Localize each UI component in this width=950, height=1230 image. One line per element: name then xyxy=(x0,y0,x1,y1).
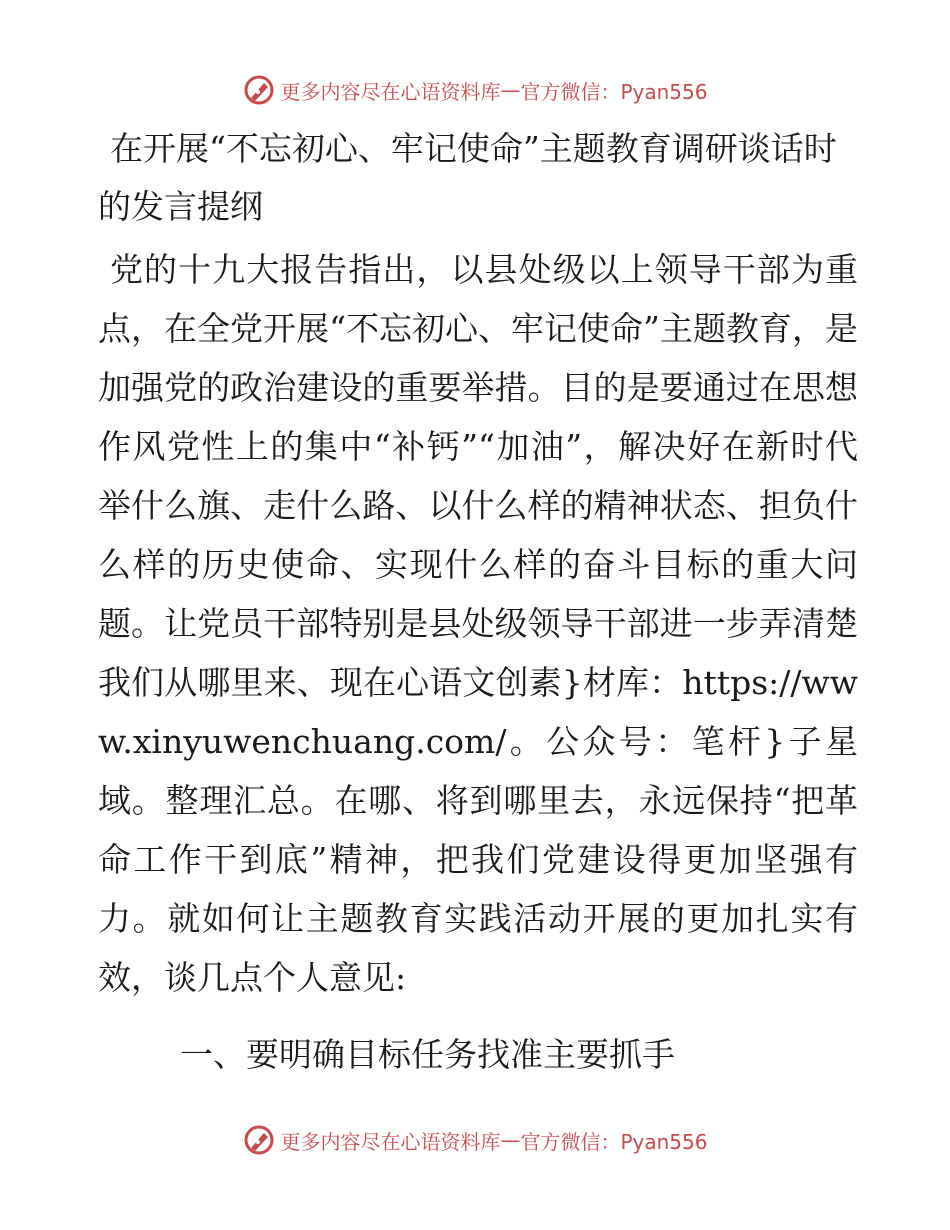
header-watermark-banner xyxy=(0,70,950,110)
footer-watermark-banner xyxy=(0,1120,950,1160)
document-body xyxy=(98,120,858,1084)
document-paragraph: 党的十九大报告指出，以县处级以上领导干部为重点，在全党开展“不忘初心、牢记使命”主题教育，是加强党的政治建设的重要举措。目的是要通过在思想作风党性上的集中“补钙”“加油”，解决好在新时代举什么旗、走什么路、以什么样的精神状态、担负什么样的历史使命、实现什么样的奋斗目标的重大问题。让党员干部特别是县处级领导干部进一步弄清楚我们从哪里来、现在心语文创素}材库：https://www.xinyuwenchuang.com/。公众号：笔杆}子星域。整理汇总。在哪、将到哪里去，永远保持“把革命工作干到底”精神，把我们党建设得更加坚强有力。就如何让主题教育实践活动开展的更加扎实有效，谈几点个人意见: xyxy=(98,250,858,997)
pen-nib-logo-icon xyxy=(242,73,276,107)
banner-separator: — xyxy=(500,78,521,102)
banner-contact: 官方微信：Pyan556 xyxy=(520,1129,708,1154)
banner-contact: 官方微信：Pyan556 xyxy=(520,79,708,104)
pen-nib-logo-icon xyxy=(242,1123,276,1157)
document-title: 在开展“不忘初心、牢记使命”主题教育调研谈话时的发言提纲 xyxy=(98,129,837,226)
banner-site-name: 更多内容尽在心语资料库 xyxy=(280,79,501,104)
banner-site-name: 更多内容尽在心语资料库 xyxy=(280,1129,501,1154)
section-heading-1: 一、要明确目标任务找准主要抓手 xyxy=(180,1035,675,1074)
banner-separator: — xyxy=(500,1128,521,1152)
